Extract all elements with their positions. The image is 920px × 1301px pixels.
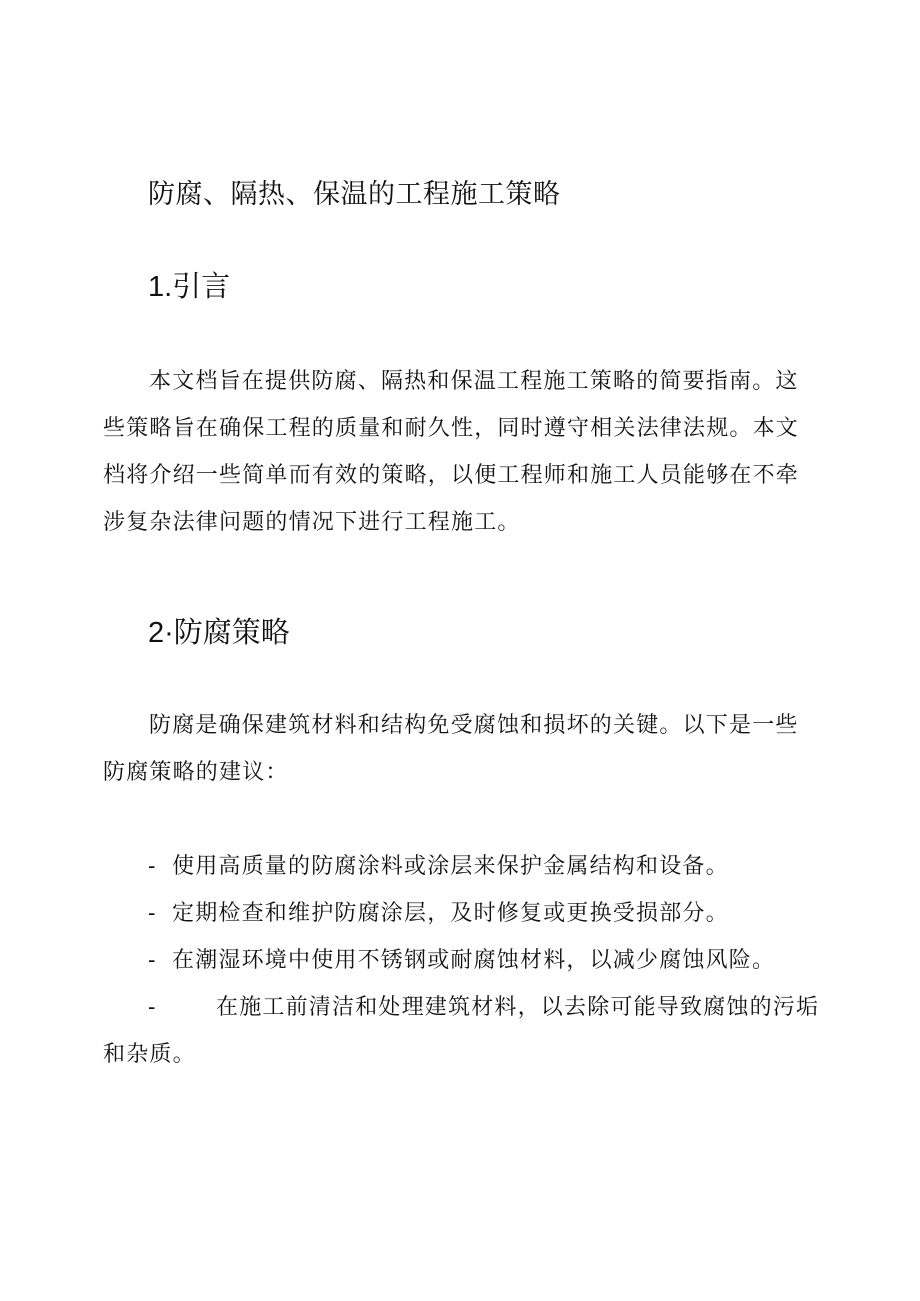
list-item xyxy=(148,849,729,880)
list-item-continuation: 和杂质。 xyxy=(103,1042,196,1067)
list-item-text: 在潮湿环境中使用不锈钢或耐腐蚀材料，以减少腐蚀风险。 xyxy=(172,948,776,973)
list-item-text: 定期检查和维护防腐涂层，及时修复或更换受损部分。 xyxy=(172,901,729,926)
bullet-dash: - xyxy=(148,901,157,926)
bullet-dash: - xyxy=(148,948,157,973)
bullet-dash: - xyxy=(148,854,157,879)
bullet-dash: - xyxy=(148,995,157,1020)
anticorrosion-intro-paragraph: 防腐是确保建筑材料和结构免受腐蚀和损坏的关键。以下是一些防腐策略的建议： xyxy=(103,713,799,785)
list-item-text: 使用高质量的防腐涂料或涂层来保护金属结构和设备。 xyxy=(172,854,729,879)
list-item xyxy=(148,896,729,927)
section-heading-anticorrosion: 2·防腐策略 xyxy=(148,617,290,649)
list-item-text: 在施工前清洁和处理建筑材料，以去除可能导致腐蚀的污垢 xyxy=(216,995,820,1020)
list-item xyxy=(148,943,775,974)
introduction-paragraph: 本文档旨在提供防腐、隔热和保温工程施工策略的简要指南。这些策略旨在确保工程的质量和耐久性，同时遵守相关法律法规。本文档将介绍一些简单而有效的策略，以便工程师和施工人员能够在不牵涉复杂法律问题的情况下进行工程施工。 xyxy=(103,369,800,535)
section-heading-introduction: 1.引言 xyxy=(148,271,231,303)
document-title: 防腐、隔热、保温的工程施工策略 xyxy=(148,179,561,209)
list-item xyxy=(148,990,819,1021)
